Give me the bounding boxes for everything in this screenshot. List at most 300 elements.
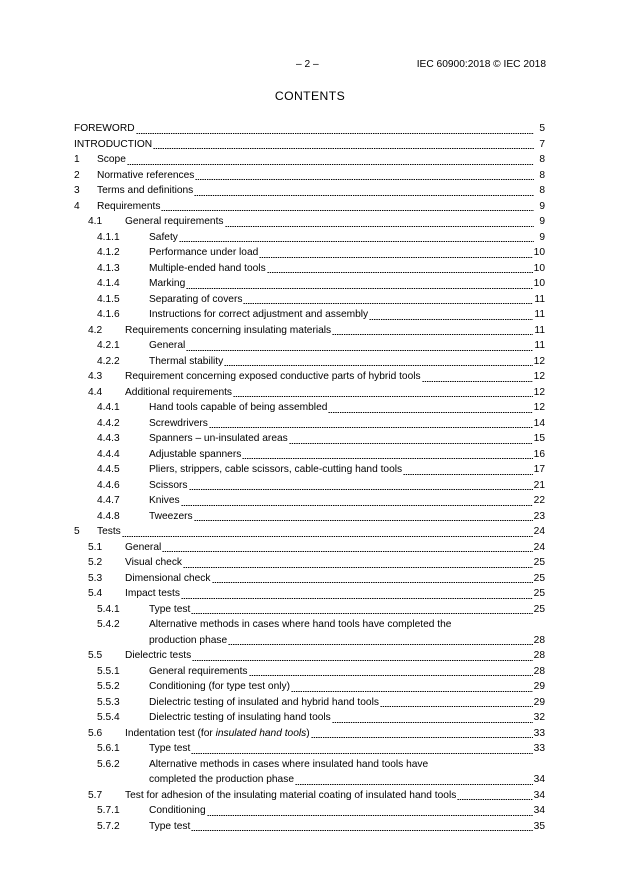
toc-entry-label-text: Scope bbox=[97, 154, 126, 165]
toc-entry-continuation bbox=[149, 772, 545, 788]
toc-entry-number: 4 bbox=[74, 200, 80, 212]
toc-entry-number: 4.4.2 bbox=[97, 417, 120, 429]
toc-entry-page: 15 bbox=[533, 433, 545, 444]
dot-leader bbox=[181, 497, 533, 507]
toc-entry-body bbox=[125, 214, 545, 230]
dot-leader bbox=[311, 729, 533, 739]
toc-entry[interactable] bbox=[74, 214, 545, 230]
toc-entry-label-continued: completed the production phase bbox=[149, 774, 294, 785]
dot-leader bbox=[194, 512, 533, 522]
dot-leader bbox=[195, 171, 534, 181]
toc-entry[interactable] bbox=[74, 803, 545, 819]
toc-entry-label bbox=[97, 152, 126, 168]
toc-entry-label-text: Type test bbox=[149, 820, 191, 832]
toc-entry-body bbox=[97, 152, 545, 168]
dot-leader bbox=[191, 745, 532, 755]
toc-entry-label bbox=[74, 121, 135, 137]
toc-entry-label-text: Conditioning bbox=[149, 805, 206, 816]
toc-entry-number: 1 bbox=[74, 154, 80, 165]
toc-entry-label bbox=[125, 385, 232, 401]
toc-entry-body bbox=[149, 431, 545, 447]
toc-entry[interactable] bbox=[74, 571, 545, 587]
dot-leader bbox=[186, 280, 532, 290]
toc-entry-page: 11 bbox=[534, 340, 545, 351]
toc-entry-page: 24 bbox=[533, 541, 545, 553]
toc-entry[interactable] bbox=[74, 493, 545, 509]
toc-entry-number: 4.1.6 bbox=[97, 309, 120, 320]
toc-entry-label bbox=[149, 338, 185, 354]
toc-entry-number: 5.7.1 bbox=[97, 805, 120, 816]
dot-leader bbox=[259, 249, 532, 259]
toc-entry[interactable] bbox=[74, 369, 545, 385]
toc-entry-number: 5.7 bbox=[88, 789, 103, 801]
toc-entry-label bbox=[125, 323, 331, 339]
toc-entry-number: 4.2.2 bbox=[97, 355, 120, 367]
toc-entry-label bbox=[149, 261, 266, 277]
toc-entry-number: 4.1.3 bbox=[97, 262, 120, 274]
toc-entry-label-emphasis: insulated hand tools bbox=[215, 727, 307, 739]
toc-entry-label bbox=[149, 679, 290, 695]
toc-entry-label: Alternative methods in cases where insulated hand tools have bbox=[149, 758, 429, 770]
toc-entry-number: 4.4.5 bbox=[97, 464, 120, 475]
toc-entry-body bbox=[149, 400, 545, 416]
toc-entry-page: 11 bbox=[534, 293, 545, 305]
toc-entry[interactable] bbox=[74, 261, 545, 277]
dot-leader bbox=[209, 419, 533, 429]
dot-leader bbox=[233, 388, 533, 398]
toc-entry-body bbox=[149, 710, 545, 726]
toc-entry[interactable] bbox=[74, 385, 545, 401]
toc-entry-number: 5 bbox=[74, 526, 80, 537]
toc-entry-label bbox=[125, 369, 421, 385]
toc-entry-body bbox=[125, 726, 545, 742]
toc-entry-label-text: FOREWORD bbox=[74, 123, 135, 134]
toc-entry-page: 10 bbox=[533, 247, 545, 258]
toc-entry[interactable] bbox=[74, 710, 545, 726]
toc-entry-page: 12 bbox=[533, 371, 545, 382]
toc-entry-label-text: Performance under load bbox=[149, 247, 259, 258]
toc-entry-label-text: Requirements bbox=[97, 200, 161, 212]
toc-entry-body bbox=[74, 121, 545, 137]
toc-entry-body bbox=[149, 261, 545, 277]
dot-leader bbox=[328, 404, 532, 414]
toc-entry[interactable] bbox=[74, 245, 545, 261]
toc-entry-number: 4.2.1 bbox=[97, 340, 120, 351]
toc-entry[interactable] bbox=[74, 354, 545, 370]
toc-entry-label-text: Instructions for correct adjustment and assembly bbox=[149, 309, 369, 320]
toc-entry-body bbox=[149, 276, 545, 292]
dot-leader bbox=[122, 528, 533, 538]
toc-entry-number: 2 bbox=[74, 169, 80, 181]
toc-entry-body bbox=[149, 695, 545, 711]
dot-leader bbox=[228, 636, 532, 646]
toc-entry-number: 5.5.2 bbox=[97, 681, 120, 692]
toc-entry-page: 10 bbox=[533, 278, 545, 289]
toc-entry-label bbox=[149, 493, 180, 509]
dot-leader bbox=[136, 125, 534, 135]
toc-entry-number: 4.1 bbox=[88, 216, 103, 227]
toc-entry-number: 4.4.4 bbox=[97, 448, 120, 460]
toc-entry-page: 9 bbox=[539, 200, 545, 212]
dot-leader bbox=[422, 373, 533, 383]
toc-entry-label bbox=[149, 447, 241, 463]
toc-entry-body bbox=[125, 586, 545, 602]
toc-entry-number: 4.4.1 bbox=[97, 402, 120, 413]
toc-entry-label bbox=[149, 276, 185, 292]
toc-entry[interactable] bbox=[74, 447, 545, 463]
toc-entry-page: 8 bbox=[539, 185, 545, 196]
toc-entry-page: 5 bbox=[539, 123, 545, 134]
toc-entry-body bbox=[74, 137, 545, 153]
toc-entry[interactable] bbox=[74, 400, 545, 416]
toc-entry[interactable] bbox=[74, 726, 545, 742]
dot-leader bbox=[403, 466, 533, 476]
toc-entry-label: Alternative methods in cases where hand tools have completed the bbox=[149, 619, 452, 630]
toc-entry[interactable] bbox=[74, 617, 545, 648]
toc-entry[interactable] bbox=[74, 462, 545, 478]
toc-entry[interactable] bbox=[74, 121, 545, 137]
toc-entry-label-text: General requirements bbox=[125, 216, 224, 227]
toc-entry-page: 14 bbox=[533, 417, 545, 429]
toc-entry-label bbox=[149, 819, 190, 835]
toc-entry-label bbox=[149, 292, 242, 308]
toc-entry[interactable] bbox=[74, 509, 545, 525]
toc-entry-page: 25 bbox=[533, 572, 545, 584]
toc-entry-body bbox=[149, 664, 545, 680]
toc-entry-label bbox=[149, 803, 206, 819]
toc-entry-label-text: Dielectric testing of insulating hand tools bbox=[149, 712, 331, 723]
toc-entry[interactable] bbox=[74, 819, 545, 835]
toc-entry-page: 34 bbox=[533, 805, 545, 816]
toc-entry[interactable] bbox=[74, 602, 545, 618]
toc-entry-body bbox=[149, 307, 545, 323]
toc-entry-page: 11 bbox=[534, 309, 545, 320]
toc-entry-body bbox=[149, 757, 545, 788]
toc-entry-page: 28 bbox=[533, 634, 545, 646]
toc-entry-body bbox=[125, 540, 545, 556]
toc-entry-label-text: Terms and definitions bbox=[97, 185, 194, 196]
dot-leader bbox=[289, 435, 533, 445]
toc-entry-body bbox=[97, 524, 545, 540]
toc-entry-label bbox=[125, 726, 310, 742]
toc-entry[interactable] bbox=[74, 695, 545, 711]
dot-leader bbox=[224, 357, 532, 367]
toc-entry-label bbox=[97, 168, 194, 184]
toc-entry-label bbox=[149, 245, 258, 261]
toc-entry-body bbox=[149, 617, 545, 648]
toc-entry-label-text: Dielectric tests bbox=[125, 650, 192, 661]
toc-entry-page: 23 bbox=[533, 510, 545, 522]
toc-entry-label-text: Visual check bbox=[125, 557, 183, 568]
toc-entry-body bbox=[125, 323, 545, 339]
toc-entry-label bbox=[149, 400, 327, 416]
toc-entry-page: 21 bbox=[533, 479, 545, 491]
dot-leader bbox=[225, 218, 534, 228]
dot-leader bbox=[161, 202, 534, 212]
toc-entry-number: 5.6 bbox=[88, 727, 103, 739]
toc-entry-label bbox=[125, 214, 224, 230]
toc-entry-page: 12 bbox=[533, 355, 545, 367]
toc-entry-label-text: Hand tools capable of being assembled bbox=[149, 402, 328, 413]
dot-leader bbox=[332, 714, 533, 724]
toc-entry-number: 4.4.8 bbox=[97, 510, 120, 522]
toc-entry-label-text: Impact tests bbox=[125, 588, 180, 599]
toc-entry-label bbox=[149, 509, 193, 525]
toc-entry-page: 25 bbox=[533, 603, 545, 615]
toc-entry[interactable] bbox=[74, 664, 545, 680]
toc-entry-label bbox=[149, 462, 402, 478]
toc-entry-page: 22 bbox=[533, 495, 545, 506]
toc-entry-number: 5.4.1 bbox=[97, 603, 120, 615]
toc-entry-label-text: Additional requirements bbox=[125, 386, 233, 398]
toc-entry-label bbox=[149, 741, 190, 757]
toc-entry-label bbox=[97, 183, 193, 199]
toc-entry[interactable] bbox=[74, 555, 545, 571]
toc-entry-body bbox=[149, 462, 545, 478]
toc-entry-label bbox=[149, 354, 223, 370]
dot-leader bbox=[380, 698, 533, 708]
toc-entry-label-text: Normative references bbox=[97, 169, 195, 181]
toc-entry-label-text: Type test bbox=[149, 603, 191, 615]
dot-leader bbox=[153, 140, 534, 150]
toc-entry-page: 28 bbox=[533, 665, 545, 677]
toc-entry-number: 5.2 bbox=[88, 557, 103, 568]
toc-entry-page: 29 bbox=[533, 681, 545, 692]
toc-entry-label-text: General requirements bbox=[149, 665, 248, 677]
toc-entry-label bbox=[149, 478, 188, 494]
toc-entry[interactable] bbox=[74, 168, 545, 184]
toc-entry-page: 8 bbox=[539, 169, 545, 181]
toc-entry[interactable] bbox=[74, 431, 545, 447]
dot-leader bbox=[332, 326, 533, 336]
toc-entry-label-text: INTRODUCTION bbox=[74, 138, 153, 150]
toc-entry-label-text: Pliers, strippers, cable scissors, cable-cutting hand tools bbox=[149, 464, 403, 475]
toc-entry-number: 5.1 bbox=[88, 541, 103, 553]
toc-entry-page: 8 bbox=[539, 154, 545, 165]
toc-entry[interactable] bbox=[74, 152, 545, 168]
toc-entry-number: 4.1.1 bbox=[97, 231, 120, 243]
toc-entry-body bbox=[149, 245, 545, 261]
toc-entry-number: 5.6.1 bbox=[97, 743, 120, 754]
toc-entry-body bbox=[149, 493, 545, 509]
toc-entry-body bbox=[125, 369, 545, 385]
toc-entry-label-text: General bbox=[125, 541, 162, 553]
toc-entry[interactable] bbox=[74, 524, 545, 540]
table-of-contents bbox=[74, 121, 545, 834]
toc-entry-number: 5.5.1 bbox=[97, 665, 120, 677]
toc-entry-body bbox=[149, 338, 545, 354]
toc-entry-label bbox=[149, 710, 331, 726]
toc-entry-label bbox=[149, 307, 368, 323]
toc-entry-number: 4.4.6 bbox=[97, 479, 120, 491]
toc-entry-label-text: Safety bbox=[149, 231, 178, 243]
toc-entry-label-text: Scissors bbox=[149, 479, 188, 491]
toc-entry-number: 5.5.4 bbox=[97, 712, 120, 723]
toc-entry-page: 12 bbox=[533, 386, 545, 398]
toc-entry-label-text: Requirement concerning exposed conductive parts of hybrid tools bbox=[125, 371, 421, 382]
contents-title: CONTENTS bbox=[274, 89, 346, 103]
dot-leader bbox=[369, 311, 533, 321]
toc-entry[interactable] bbox=[74, 788, 545, 804]
toc-entry-body bbox=[125, 571, 545, 587]
toc-entry-page: 25 bbox=[533, 588, 545, 599]
toc-entry-page: 12 bbox=[533, 402, 545, 413]
toc-entry-page: 11 bbox=[534, 324, 545, 336]
toc-entry-page: 35 bbox=[533, 820, 545, 832]
toc-entry-body bbox=[125, 555, 545, 571]
dot-leader bbox=[291, 683, 533, 693]
toc-entry-number: 5.6.2 bbox=[97, 758, 120, 770]
toc-entry-label-suffix: ) bbox=[306, 727, 310, 739]
toc-entry-label-text: Conditioning (for type test only) bbox=[149, 681, 290, 692]
dot-leader bbox=[179, 233, 534, 243]
dot-leader bbox=[189, 481, 533, 491]
toc-entry-number: 3 bbox=[74, 185, 80, 196]
toc-entry-number: 5.7.2 bbox=[97, 820, 120, 832]
toc-entry-label bbox=[149, 695, 379, 711]
toc-entry-number: 5.4 bbox=[88, 588, 103, 599]
toc-entry-label bbox=[97, 199, 160, 215]
dot-leader bbox=[242, 450, 532, 460]
toc-entry-label-text: Type test bbox=[149, 743, 191, 754]
toc-entry[interactable] bbox=[74, 230, 545, 246]
toc-entry-label-text: Thermal stability bbox=[149, 355, 224, 367]
dot-leader bbox=[295, 776, 533, 786]
toc-entry-body bbox=[149, 292, 545, 308]
toc-entry-label-text: Marking bbox=[149, 278, 186, 289]
toc-entry[interactable] bbox=[74, 679, 545, 695]
dot-leader bbox=[194, 187, 534, 197]
toc-entry-body bbox=[149, 230, 545, 246]
toc-entry-label-continued: production phase bbox=[149, 634, 228, 646]
toc-entry-number: 4.1.2 bbox=[97, 247, 120, 258]
toc-entry[interactable] bbox=[74, 137, 545, 153]
toc-entry-label-text: Screwdrivers bbox=[149, 417, 208, 429]
dot-leader bbox=[243, 295, 533, 305]
toc-entry-label bbox=[149, 416, 208, 432]
toc-entry-label-text: Dielectric testing of insulated and hybrid hand tools bbox=[149, 696, 379, 708]
toc-entry-number: 5.5 bbox=[88, 650, 103, 661]
toc-entry-label-text: Requirements concerning insulating materials bbox=[125, 324, 332, 336]
toc-entry-label-text: Knives bbox=[149, 495, 180, 506]
toc-entry-label bbox=[149, 431, 288, 447]
toc-entry[interactable] bbox=[74, 416, 545, 432]
toc-entry-body bbox=[97, 168, 545, 184]
toc-entry-page: 16 bbox=[533, 448, 545, 460]
toc-entry-body bbox=[149, 679, 545, 695]
toc-entry[interactable] bbox=[74, 307, 545, 323]
toc-entry-continuation bbox=[149, 633, 545, 649]
toc-entry[interactable] bbox=[74, 586, 545, 602]
toc-entry-label bbox=[125, 788, 456, 804]
toc-entry-number: 4.1.5 bbox=[97, 293, 120, 305]
toc-entry-number: 4.4.7 bbox=[97, 495, 120, 506]
toc-entry-label bbox=[74, 137, 152, 153]
toc-entry-label bbox=[149, 602, 190, 618]
toc-entry-body bbox=[149, 803, 545, 819]
toc-entry-page: 29 bbox=[533, 696, 545, 708]
dot-leader bbox=[191, 822, 532, 832]
toc-entry-number: 5.3 bbox=[88, 572, 103, 584]
toc-entry[interactable] bbox=[74, 478, 545, 494]
toc-entry-label bbox=[125, 648, 191, 664]
dot-leader bbox=[181, 590, 533, 600]
toc-entry[interactable] bbox=[74, 323, 545, 339]
toc-entry-body bbox=[125, 648, 545, 664]
toc-entry-page: 7 bbox=[539, 138, 545, 150]
toc-entry-page: 28 bbox=[533, 650, 545, 661]
toc-entry-label-text: General bbox=[149, 340, 186, 351]
document-reference: IEC 60900:2018 © IEC 2018 bbox=[416, 59, 546, 70]
toc-entry-label-text: Tests bbox=[97, 526, 121, 537]
toc-entry-page: 9 bbox=[539, 216, 545, 227]
toc-entry-label bbox=[125, 586, 180, 602]
toc-entry-body bbox=[149, 447, 545, 463]
toc-entry-body bbox=[149, 354, 545, 370]
toc-entry-label bbox=[149, 230, 178, 246]
toc-entry-label-text: Separating of covers bbox=[149, 293, 243, 305]
dot-leader bbox=[192, 652, 532, 662]
toc-entry-page: 33 bbox=[533, 743, 545, 754]
toc-entry[interactable] bbox=[74, 757, 545, 788]
toc-entry-label-text: Multiple-ended hand tools bbox=[149, 262, 266, 274]
toc-entry-body bbox=[149, 416, 545, 432]
toc-entry-number: 4.4 bbox=[88, 386, 103, 398]
dot-leader bbox=[267, 264, 533, 274]
toc-entry-page: 34 bbox=[533, 774, 545, 785]
toc-entry-label-text: Adjustable spanners bbox=[149, 448, 242, 460]
toc-entry-page: 9 bbox=[539, 231, 545, 243]
toc-entry-body bbox=[149, 741, 545, 757]
toc-entry[interactable] bbox=[74, 741, 545, 757]
toc-entry-page: 10 bbox=[533, 262, 545, 274]
toc-entry-page: 17 bbox=[533, 464, 545, 475]
toc-entry-page: 32 bbox=[533, 712, 545, 723]
toc-entry-page: 33 bbox=[533, 727, 545, 739]
toc-entry[interactable] bbox=[74, 648, 545, 664]
toc-entry[interactable] bbox=[74, 292, 545, 308]
dot-leader bbox=[162, 543, 532, 553]
toc-entry-label bbox=[97, 524, 121, 540]
toc-entry-body bbox=[125, 788, 545, 804]
toc-entry-body bbox=[149, 509, 545, 525]
toc-entry-body bbox=[149, 819, 545, 835]
dot-leader bbox=[191, 605, 532, 615]
toc-entry-number: 4.1.4 bbox=[97, 278, 120, 289]
toc-entry-number: 4.3 bbox=[88, 371, 103, 382]
toc-entry-number: 5.5.3 bbox=[97, 696, 120, 708]
toc-entry[interactable] bbox=[74, 540, 545, 556]
dot-leader bbox=[207, 807, 533, 817]
toc-entry-body bbox=[125, 385, 545, 401]
toc-entry-number: 4.2 bbox=[88, 324, 103, 336]
toc-entry-number: 5.4.2 bbox=[97, 619, 120, 630]
toc-entry-label bbox=[149, 664, 248, 680]
toc-entry-page: 34 bbox=[533, 789, 545, 801]
toc-entry[interactable] bbox=[74, 183, 545, 199]
toc-entry-page: 25 bbox=[533, 557, 545, 568]
toc-entry-label bbox=[125, 571, 211, 587]
dot-leader bbox=[457, 791, 532, 801]
dot-leader bbox=[212, 574, 533, 584]
toc-entry[interactable] bbox=[74, 338, 545, 354]
dot-leader bbox=[186, 342, 533, 352]
toc-entry-label bbox=[125, 540, 161, 556]
toc-entry-body bbox=[97, 199, 545, 215]
toc-entry[interactable] bbox=[74, 199, 545, 215]
toc-entry-label-text: Spanners – un-insulated areas bbox=[149, 433, 288, 444]
toc-entry[interactable] bbox=[74, 276, 545, 292]
